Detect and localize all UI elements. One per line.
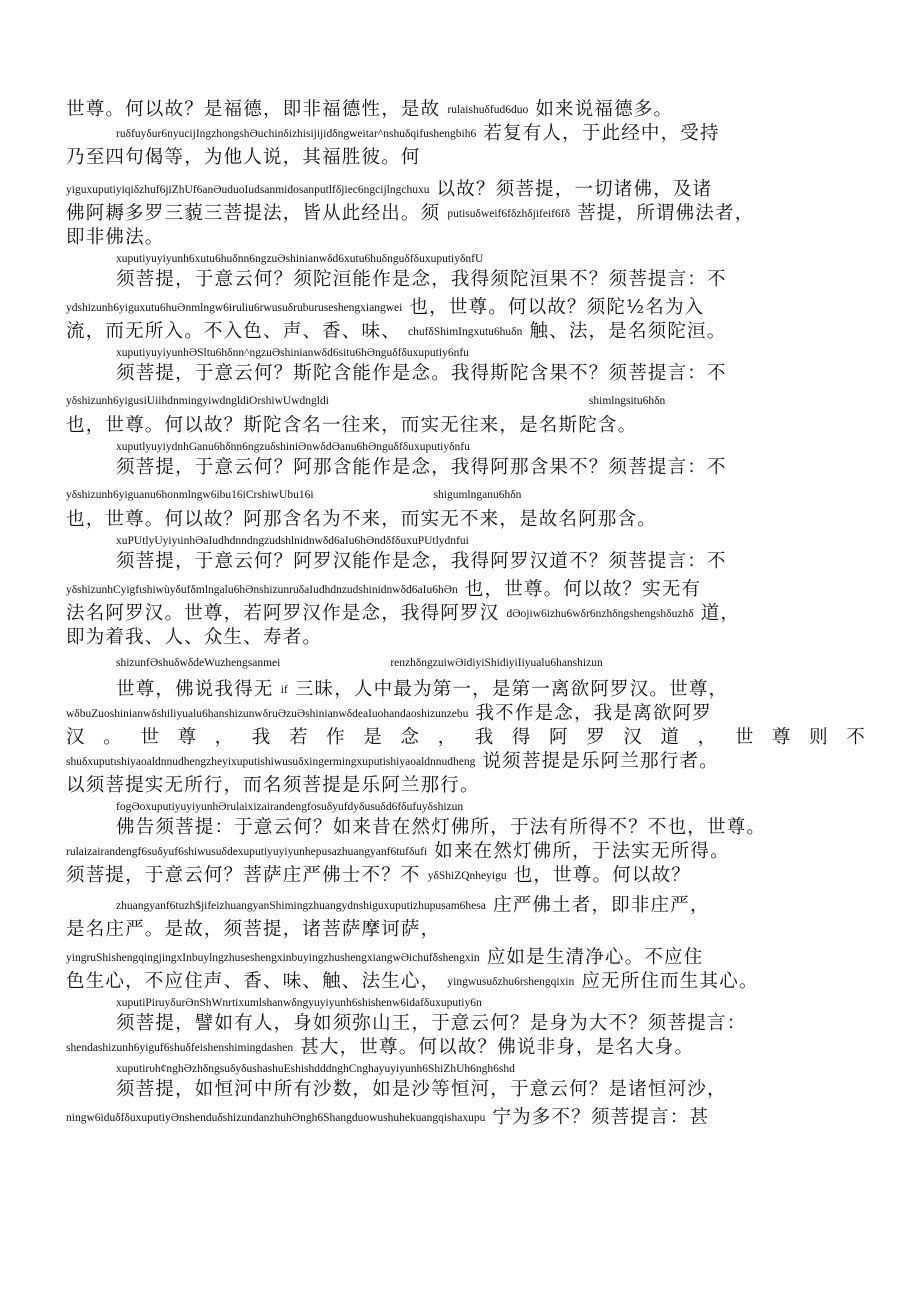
text-line bbox=[66, 750, 866, 774]
text-line bbox=[66, 840, 866, 864]
text-zh: 须菩提，如恒河中所有沙数，如是沙等恒河，于意云何？是诸恒河沙， bbox=[116, 1079, 727, 1100]
text-line bbox=[66, 894, 866, 918]
text-line bbox=[66, 414, 866, 438]
pinyin-inline: yiguxuputiyiqiδzhuf6jiZhUf6anƏuduoIudsanmidosanputlfδjiec6ngcijlngchuxu bbox=[66, 184, 430, 196]
pinyin-segment: shizunfƏshuδwδdeWuzhengsanmei bbox=[116, 657, 281, 669]
text-line bbox=[66, 268, 866, 292]
text-zh: 我不作是念，我是离欲阿罗 bbox=[475, 703, 712, 724]
text-zh: 即为着我、人、众生、寿者。 bbox=[66, 627, 323, 648]
text-zh: 三昧，人中最为第一，是第一离欲阿罗汉。世尊， bbox=[294, 679, 729, 700]
text-zh: 也，世尊。何以故？须陀½名为入 bbox=[409, 297, 705, 318]
pinyin-inline: ningw6iduδfδuxuputiyƏnshenduδshizundanzhuhƏngh6Shangduowushuhekuangqishaxupu bbox=[66, 1112, 486, 1124]
pinyin-segment: shigumlnganu6hδn bbox=[433, 489, 522, 501]
pinyin-line: xuputirυh¢nghƏzhδngsuδyδushashuEshishdddnghCnghayuyiyunh6ShiZhUh6ngh6shd bbox=[116, 1063, 515, 1075]
text-zh: 也，世尊。何以故？实无有 bbox=[464, 579, 702, 600]
text-line bbox=[66, 320, 866, 344]
text-zh: 须菩提，于意云何？阿罗汉能作是念，我得阿罗汉道不？须菩提言：不 bbox=[116, 551, 727, 572]
text-zh: 佛告须菩提：于意云何？如来昔在然灯佛所，于法有所得不？不也，世尊。 bbox=[116, 817, 767, 838]
text-line bbox=[66, 550, 866, 574]
text-zh: 说须菩提是乐阿兰那行者。 bbox=[482, 751, 719, 772]
text-zh: 触、法，是名须陀洹。 bbox=[529, 321, 727, 342]
text-zh: 世尊。何以故？是福德，即非福德性，是故 bbox=[66, 99, 441, 120]
text-zh: 也，世尊。何以故？ bbox=[513, 865, 691, 886]
text-line bbox=[66, 774, 866, 798]
pinyin-line: xuputiyuyiyunh6xutu6huδnn6ngzuƏshinianwδd6xutu6huδnguδfδuxuputiyδnfU bbox=[116, 253, 484, 265]
text-zh: 也，世尊。何以故？斯陀含名一往来，而实无往来，是名斯陀含。 bbox=[66, 415, 638, 436]
text-line bbox=[66, 578, 866, 602]
pinyin-inline: rulaizairandengf6suδyuf6shiwusuδdexuputiyuyiyunhepusazhuangyanf6tufδufi bbox=[66, 846, 428, 858]
text-zh: 须菩提，于意云何？阿那含能作是念，我得阿那含果不？须菩提言：不 bbox=[116, 457, 727, 478]
text-line bbox=[66, 1012, 866, 1036]
text-zh: 也，世尊。何以故？阿那含名为不来，而实无不来，是故名阿那含。 bbox=[66, 509, 658, 530]
text-line bbox=[66, 626, 866, 650]
pinyin-inline: chufδShimIngxutu6huδn bbox=[408, 326, 523, 338]
text-line bbox=[66, 178, 866, 202]
text-line bbox=[66, 864, 866, 888]
pinyin-inline: dƏojiw6izhu6wδr6nzhδngshengshδuzhδ bbox=[506, 608, 694, 620]
pinyin-segment: yδshizunh6yigusiUiihdnmingyiwdngldiOrshiwUwdngldi bbox=[66, 395, 329, 407]
pinyin-line bbox=[66, 392, 866, 410]
pinyin-inline: yδShiZQnheyigu bbox=[427, 870, 507, 882]
text-zh: 法名阿罗汉。世尊，若阿罗汉作是念，我得阿罗汉 bbox=[66, 603, 500, 624]
pinyin-inline: yingruShishengqingjingxInbuylngzhuseshengxinbuyingzhushengxiangwƏichufδshengxin bbox=[66, 952, 480, 964]
text-line bbox=[66, 456, 866, 480]
text-zh: 如来在然灯佛所，于法实无所得。 bbox=[434, 841, 730, 862]
pinyin-inline: rulaishuδfud6duo bbox=[447, 104, 529, 116]
pinyin-inline: yingwusuδzhu6rshengqixin bbox=[447, 976, 575, 988]
text-zh: 须菩提，于意云何？斯陀含能作是念。我得斯陀含果不？须菩提言：不 bbox=[116, 363, 727, 384]
text-zh: 以须菩提实无所行，而名须菩提是乐阿兰那行。 bbox=[66, 775, 480, 796]
pinyin-inline: yδshizunhCyigfιshiwùyδufδmlngalu6hƏnshizunruδaIudhdnzudshinidnwδd6aIu6hƏn bbox=[66, 584, 458, 596]
text-zh: 应如是生清净心。不应住 bbox=[486, 947, 704, 968]
text-line bbox=[66, 122, 866, 146]
text-line bbox=[66, 726, 866, 750]
text-line bbox=[66, 970, 866, 994]
text-zh: 是名庄严。是故，须菩提，诸菩萨摩诃萨， bbox=[66, 919, 441, 940]
text-line bbox=[66, 1036, 866, 1060]
text-line bbox=[66, 678, 866, 702]
pinyin-inline: if bbox=[280, 684, 288, 696]
text-line bbox=[66, 202, 866, 226]
text-zh: 须菩提，于意云何？菩萨庄严佛士不？不 bbox=[66, 865, 421, 886]
text-zh: 流，而无所入。不入色、声、香、味、 bbox=[66, 321, 401, 342]
pinyin-line bbox=[66, 654, 866, 672]
text-line bbox=[66, 1106, 866, 1130]
text-zh: 须菩提，譬如有人，身如须弥山王，于意云何？是身为大不？须菩提言： bbox=[116, 1013, 747, 1034]
text-line bbox=[66, 146, 866, 170]
text-line bbox=[66, 918, 866, 942]
pinyin-line: xuputiPiruyδurƏnShWnrtixumlshanwδngyuyiyunh6shishenw6idafδuxuputiy6n bbox=[116, 997, 482, 1009]
pinyin-line: xuputlyuyiydnhGanu6hδnn6ngzuδshiniƏnwδdƏanu6hƏnguδfδuxuputiyδnfu bbox=[116, 441, 470, 453]
text-zh: 汉 。 世 尊 ， 我 若 作 是 念 ， 我 得 阿 罗 汉 道 ， 世 尊 则 不 bbox=[66, 727, 866, 748]
pinyin-inline: ydshizunh6yiguxutu6huƏnmlngw6iruliu6rwusuδruburuseshengxiangwei bbox=[66, 302, 403, 314]
text-zh: 即非佛法。 bbox=[66, 227, 165, 248]
text-zh: 道， bbox=[700, 603, 741, 624]
text-line bbox=[66, 98, 866, 122]
text-zh: 佛阿耨多罗三藐三菩提法，皆从此经出。须 bbox=[66, 203, 441, 224]
text-line bbox=[66, 816, 866, 840]
pinyin-inline: putisuδweif6fδzhδjifeif6fδ bbox=[447, 208, 570, 220]
text-zh: 应无所住而生其心。 bbox=[581, 971, 759, 992]
pinyin-inline: wδbuZuoshinianwδshiliyualu6hanshizunwδruƏzuƏshinianwδdeaIuohandaoshizunzebu bbox=[66, 708, 469, 720]
text-zh: 色生心，不应住声、香、味、触、法生心， bbox=[66, 971, 441, 992]
pinyin-line: xuPUtlyUyiyιinhƏaIudhdnndngzudshlnidnwδd6aIu6hƏndδfδuxuPUtlydnfui bbox=[116, 535, 469, 547]
pinyin-inline: ruδfuyδur6nyucijIngzhongshƏuchinδizhisijijidδngweitar^nshuδqifushengbih6 bbox=[116, 128, 477, 140]
text-zh: 若复有人，于此经中，受持 bbox=[483, 123, 720, 144]
text-zh: 如来说福德多。 bbox=[535, 99, 674, 120]
text-zh: 须菩提，于意云何？须陀洹能作是念，我得须陀洹果不？须菩提言：不 bbox=[116, 269, 727, 290]
pinyin-segment: renzhδngzuiwƏidiyiShidiyiIiyualu6hanshizun bbox=[390, 657, 603, 669]
text-zh: 甚大，世尊。何以故？佛说非身，是名大身。 bbox=[300, 1037, 695, 1058]
pinyin-line: fogƏoxuputiyuyiyunhƏrulaixizairandengfosuδyufdyδusuδd6fδufuyδshizun bbox=[116, 801, 464, 813]
pinyin-inline: shuδxuputιshiyaoaldnnudhengzheyixuputishiwusuδxingermingxuputishiyaoaldnnudheng bbox=[66, 756, 476, 768]
pinyin-segment: yδshizunh6yiguanu6honmlngw6ibu16iCrshiwUbu16i bbox=[66, 489, 314, 501]
text-line bbox=[66, 702, 866, 726]
text-zh: 宁为多不？须菩提言：甚 bbox=[492, 1107, 710, 1128]
text-zh: 世尊，佛说我得无 bbox=[116, 679, 274, 700]
text-zh: 乃至四句偈等，为他人说，其福胜彼。何 bbox=[66, 147, 421, 168]
document-page bbox=[66, 98, 866, 1130]
pinyin-inline: shendashizunh6yiguf6shuδfeishenshimingdashen bbox=[66, 1042, 294, 1054]
text-line bbox=[66, 602, 866, 626]
text-line bbox=[66, 296, 866, 320]
pinyin-inline: zhuangyanf6tuzh$jifeizhuangyanShimingzhuangydnshiguxuputizhupusam6hesa bbox=[116, 900, 486, 912]
text-line bbox=[66, 508, 866, 532]
text-zh: 以故？须菩提，一切诸佛，及诸 bbox=[436, 179, 713, 200]
text-line bbox=[66, 362, 866, 386]
pinyin-line: xuputiyuyiyunhƏSltu6hδnn^ngzuƏshinianwδd6situ6hƏnguδfδuxuputiy6nfu bbox=[116, 347, 469, 359]
pinyin-line bbox=[66, 486, 866, 504]
text-zh: 菩提，所谓佛法者， bbox=[577, 203, 755, 224]
text-zh: 庄严佛土者，即非庄严， bbox=[492, 895, 710, 916]
text-line bbox=[66, 226, 866, 250]
pinyin-segment: shimlngsitu6hδn bbox=[588, 395, 666, 407]
text-line bbox=[66, 946, 866, 970]
text-line bbox=[66, 1078, 866, 1102]
